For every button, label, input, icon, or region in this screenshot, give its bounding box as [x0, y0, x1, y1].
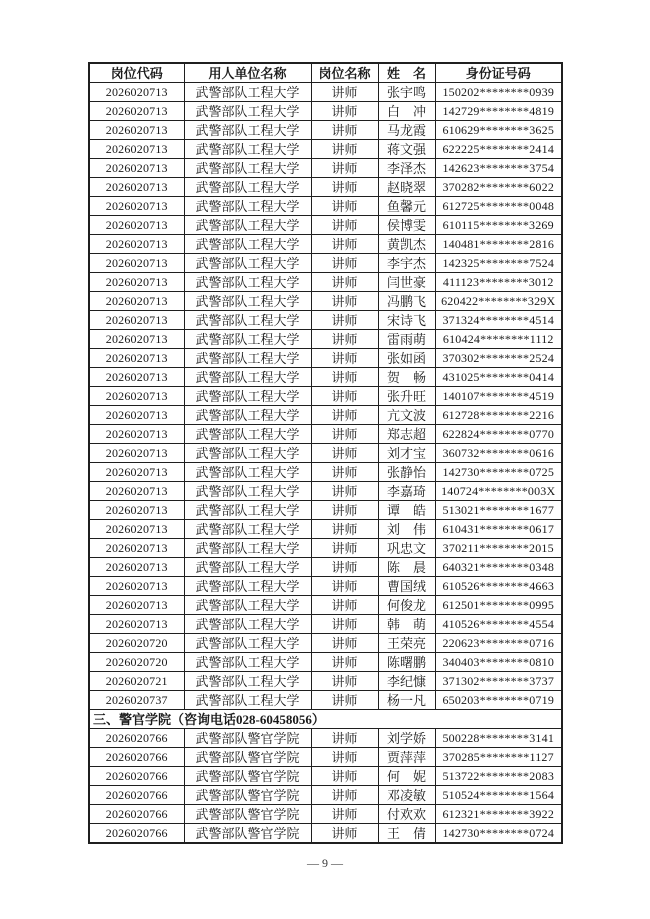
recruitment-records-table: [88, 62, 563, 844]
cell-person-name: 雷雨萌: [378, 330, 435, 349]
page-number: — 9 —: [307, 856, 343, 870]
cell-position-name: 讲师: [311, 121, 378, 140]
cell-position-name: 讲师: [311, 178, 378, 197]
table-row: [89, 596, 562, 615]
cell-id-number: 370285********1127: [435, 748, 562, 767]
cell-unit-name: 武警部队警官学院: [184, 767, 311, 786]
table-row: [89, 102, 562, 121]
cell-position-name: 讲师: [311, 615, 378, 634]
cell-id-number: 142729********4819: [435, 102, 562, 121]
cell-person-name: 鱼馨元: [378, 197, 435, 216]
cell-unit-name: 武警部队警官学院: [184, 824, 311, 844]
cell-unit-name: 武警部队工程大学: [184, 615, 311, 634]
table-row: [89, 653, 562, 672]
cell-position-name: 讲师: [311, 216, 378, 235]
cell-unit-name: 武警部队工程大学: [184, 463, 311, 482]
cell-person-name: 陈曙鹏: [378, 653, 435, 672]
cell-job-code: 2026020766: [89, 786, 184, 805]
cell-job-code: 2026020713: [89, 330, 184, 349]
cell-id-number: 142730********0725: [435, 463, 562, 482]
table-row: [89, 748, 562, 767]
cell-job-code: 2026020713: [89, 349, 184, 368]
table-row: [89, 197, 562, 216]
table-row: [89, 273, 562, 292]
cell-person-name: 李泽杰: [378, 159, 435, 178]
cell-unit-name: 武警部队工程大学: [184, 102, 311, 121]
cell-person-name: 贺 畅: [378, 368, 435, 387]
column-header: 用人单位名称: [184, 63, 311, 83]
cell-id-number: 612725********0048: [435, 197, 562, 216]
cell-position-name: 讲师: [311, 805, 378, 824]
cell-unit-name: 武警部队工程大学: [184, 406, 311, 425]
cell-position-name: 讲师: [311, 349, 378, 368]
cell-position-name: 讲师: [311, 273, 378, 292]
cell-position-name: 讲师: [311, 748, 378, 767]
cell-unit-name: 武警部队工程大学: [184, 235, 311, 254]
cell-id-number: 142623********3754: [435, 159, 562, 178]
cell-unit-name: 武警部队工程大学: [184, 653, 311, 672]
cell-person-name: 何 妮: [378, 767, 435, 786]
cell-unit-name: 武警部队工程大学: [184, 482, 311, 501]
cell-job-code: 2026020713: [89, 311, 184, 330]
cell-id-number: 622824********0770: [435, 425, 562, 444]
cell-job-code: 2026020713: [89, 102, 184, 121]
cell-person-name: 邓凌敏: [378, 786, 435, 805]
table-row: [89, 767, 562, 786]
table-row: [89, 539, 562, 558]
cell-job-code: 2026020713: [89, 140, 184, 159]
cell-id-number: 370211********2015: [435, 539, 562, 558]
cell-person-name: 黄凯杰: [378, 235, 435, 254]
cell-unit-name: 武警部队工程大学: [184, 501, 311, 520]
cell-job-code: 2026020713: [89, 216, 184, 235]
cell-id-number: 622225********2414: [435, 140, 562, 159]
cell-unit-name: 武警部队工程大学: [184, 216, 311, 235]
table-header-row: [89, 63, 562, 83]
cell-unit-name: 武警部队警官学院: [184, 729, 311, 748]
table-row: [89, 615, 562, 634]
cell-position-name: 讲师: [311, 102, 378, 121]
cell-person-name: 张升旺: [378, 387, 435, 406]
cell-position-name: 讲师: [311, 577, 378, 596]
cell-position-name: 讲师: [311, 197, 378, 216]
cell-person-name: 张如函: [378, 349, 435, 368]
cell-position-name: 讲师: [311, 672, 378, 691]
table-row: [89, 254, 562, 273]
cell-job-code: 2026020713: [89, 558, 184, 577]
cell-id-number: 500228********3141: [435, 729, 562, 748]
cell-unit-name: 武警部队工程大学: [184, 178, 311, 197]
cell-unit-name: 武警部队工程大学: [184, 83, 311, 102]
cell-job-code: 2026020713: [89, 482, 184, 501]
cell-person-name: 亢文波: [378, 406, 435, 425]
cell-unit-name: 武警部队警官学院: [184, 786, 311, 805]
cell-position-name: 讲师: [311, 729, 378, 748]
cell-job-code: 2026020713: [89, 387, 184, 406]
cell-position-name: 讲师: [311, 824, 378, 844]
table-body: [89, 83, 562, 844]
cell-id-number: 612728********2216: [435, 406, 562, 425]
cell-id-number: 620422********329X: [435, 292, 562, 311]
cell-person-name: 韩 萌: [378, 615, 435, 634]
column-header: 岗位名称: [311, 63, 378, 83]
table-row: [89, 121, 562, 140]
cell-person-name: 冯鹏飞: [378, 292, 435, 311]
cell-id-number: 650203********0719: [435, 691, 562, 710]
cell-job-code: 2026020713: [89, 254, 184, 273]
cell-job-code: 2026020713: [89, 83, 184, 102]
cell-job-code: 2026020713: [89, 121, 184, 140]
cell-unit-name: 武警部队工程大学: [184, 596, 311, 615]
cell-position-name: 讲师: [311, 501, 378, 520]
cell-position-name: 讲师: [311, 520, 378, 539]
table-row: [89, 824, 562, 844]
cell-unit-name: 武警部队工程大学: [184, 672, 311, 691]
cell-person-name: 闫世豪: [378, 273, 435, 292]
cell-unit-name: 武警部队工程大学: [184, 292, 311, 311]
cell-id-number: 370282********6022: [435, 178, 562, 197]
cell-person-name: 曹国绒: [378, 577, 435, 596]
cell-id-number: 140107********4519: [435, 387, 562, 406]
cell-position-name: 讲师: [311, 558, 378, 577]
cell-id-number: 510524********1564: [435, 786, 562, 805]
cell-person-name: 谭 皓: [378, 501, 435, 520]
cell-job-code: 2026020713: [89, 463, 184, 482]
cell-person-name: 赵晓翠: [378, 178, 435, 197]
cell-job-code: 2026020766: [89, 729, 184, 748]
cell-position-name: 讲师: [311, 311, 378, 330]
table-row: [89, 805, 562, 824]
cell-unit-name: 武警部队工程大学: [184, 520, 311, 539]
cell-unit-name: 武警部队工程大学: [184, 197, 311, 216]
cell-id-number: 140481********2816: [435, 235, 562, 254]
cell-person-name: 刘才宝: [378, 444, 435, 463]
cell-position-name: 讲师: [311, 653, 378, 672]
cell-job-code: 2026020713: [89, 368, 184, 387]
cell-unit-name: 武警部队工程大学: [184, 330, 311, 349]
table-row: [89, 444, 562, 463]
cell-job-code: 2026020737: [89, 691, 184, 710]
cell-position-name: 讲师: [311, 596, 378, 615]
cell-position-name: 讲师: [311, 634, 378, 653]
cell-unit-name: 武警部队警官学院: [184, 748, 311, 767]
cell-position-name: 讲师: [311, 140, 378, 159]
cell-unit-name: 武警部队工程大学: [184, 539, 311, 558]
cell-position-name: 讲师: [311, 235, 378, 254]
cell-person-name: 巩忠文: [378, 539, 435, 558]
cell-unit-name: 武警部队工程大学: [184, 159, 311, 178]
cell-id-number: 220623********0716: [435, 634, 562, 653]
cell-id-number: 340403********0810: [435, 653, 562, 672]
table-row: [89, 577, 562, 596]
cell-person-name: 蒋文强: [378, 140, 435, 159]
cell-position-name: 讲师: [311, 786, 378, 805]
cell-job-code: 2026020713: [89, 178, 184, 197]
cell-job-code: 2026020713: [89, 596, 184, 615]
cell-person-name: 马龙霞: [378, 121, 435, 140]
cell-unit-name: 武警部队工程大学: [184, 691, 311, 710]
cell-id-number: 612321********3922: [435, 805, 562, 824]
cell-person-name: 李纪慷: [378, 672, 435, 691]
cell-id-number: 431025********0414: [435, 368, 562, 387]
cell-id-number: 360732********0616: [435, 444, 562, 463]
cell-id-number: 150202********0939: [435, 83, 562, 102]
cell-person-name: 张宇鸣: [378, 83, 435, 102]
cell-job-code: 2026020713: [89, 197, 184, 216]
cell-person-name: 李宇杰: [378, 254, 435, 273]
table-row: [89, 368, 562, 387]
cell-id-number: 142325********7524: [435, 254, 562, 273]
table-row: [89, 140, 562, 159]
table-row: [89, 634, 562, 653]
cell-job-code: 2026020713: [89, 577, 184, 596]
cell-id-number: 513722********2083: [435, 767, 562, 786]
cell-job-code: 2026020713: [89, 406, 184, 425]
cell-unit-name: 武警部队工程大学: [184, 577, 311, 596]
cell-job-code: 2026020713: [89, 501, 184, 520]
cell-job-code: 2026020720: [89, 653, 184, 672]
cell-person-name: 李嘉琦: [378, 482, 435, 501]
cell-job-code: 2026020721: [89, 672, 184, 691]
cell-person-name: 王 倩: [378, 824, 435, 844]
section-header-row: [89, 710, 562, 729]
table-row: [89, 83, 562, 102]
cell-unit-name: 武警部队工程大学: [184, 140, 311, 159]
cell-job-code: 2026020713: [89, 539, 184, 558]
cell-id-number: 411123********3012: [435, 273, 562, 292]
table-row: [89, 425, 562, 444]
cell-position-name: 讲师: [311, 330, 378, 349]
table-row: [89, 672, 562, 691]
table-row: [89, 159, 562, 178]
cell-position-name: 讲师: [311, 691, 378, 710]
column-header: 姓 名: [378, 63, 435, 83]
cell-person-name: 何俊龙: [378, 596, 435, 615]
cell-unit-name: 武警部队工程大学: [184, 387, 311, 406]
table-row: [89, 349, 562, 368]
cell-unit-name: 武警部队工程大学: [184, 368, 311, 387]
cell-person-name: 白 冲: [378, 102, 435, 121]
cell-id-number: 140724********003X: [435, 482, 562, 501]
cell-person-name: 贾萍萍: [378, 748, 435, 767]
table-row: [89, 463, 562, 482]
cell-id-number: 410526********4554: [435, 615, 562, 634]
cell-position-name: 讲师: [311, 387, 378, 406]
cell-id-number: 371324********4514: [435, 311, 562, 330]
cell-person-name: 张静怡: [378, 463, 435, 482]
table-row: [89, 311, 562, 330]
cell-person-name: 刘 伟: [378, 520, 435, 539]
table-row: [89, 406, 562, 425]
cell-id-number: 610424********1112: [435, 330, 562, 349]
cell-unit-name: 武警部队工程大学: [184, 425, 311, 444]
cell-job-code: 2026020713: [89, 292, 184, 311]
column-header: 岗位代码: [89, 63, 184, 83]
cell-job-code: 2026020713: [89, 273, 184, 292]
cell-job-code: 2026020766: [89, 805, 184, 824]
cell-position-name: 讲师: [311, 159, 378, 178]
cell-id-number: 612501********0995: [435, 596, 562, 615]
cell-position-name: 讲师: [311, 767, 378, 786]
table-row: [89, 292, 562, 311]
column-header: 身份证号码: [435, 63, 562, 83]
cell-position-name: 讲师: [311, 463, 378, 482]
cell-id-number: 513021********1677: [435, 501, 562, 520]
cell-id-number: 610431********0617: [435, 520, 562, 539]
table-row: [89, 786, 562, 805]
cell-person-name: 杨一凡: [378, 691, 435, 710]
cell-unit-name: 武警部队警官学院: [184, 805, 311, 824]
cell-person-name: 陈 晨: [378, 558, 435, 577]
cell-job-code: 2026020766: [89, 767, 184, 786]
table-row: [89, 178, 562, 197]
cell-job-code: 2026020713: [89, 615, 184, 634]
cell-id-number: 610629********3625: [435, 121, 562, 140]
cell-id-number: 370302********2524: [435, 349, 562, 368]
table-row: [89, 216, 562, 235]
cell-job-code: 2026020713: [89, 520, 184, 539]
cell-person-name: 王荣亮: [378, 634, 435, 653]
cell-position-name: 讲师: [311, 406, 378, 425]
cell-unit-name: 武警部队工程大学: [184, 558, 311, 577]
cell-unit-name: 武警部队工程大学: [184, 254, 311, 273]
section-title: 三、警官学院（咨询电话028-60458056）: [89, 710, 562, 729]
table-row: [89, 482, 562, 501]
cell-person-name: 宋诗飞: [378, 311, 435, 330]
table-row: [89, 691, 562, 710]
cell-person-name: 郑志超: [378, 425, 435, 444]
table-row: [89, 520, 562, 539]
table-row: [89, 501, 562, 520]
table-row: [89, 558, 562, 577]
table-row: [89, 330, 562, 349]
cell-position-name: 讲师: [311, 539, 378, 558]
cell-position-name: 讲师: [311, 425, 378, 444]
cell-job-code: 2026020713: [89, 444, 184, 463]
cell-unit-name: 武警部队工程大学: [184, 444, 311, 463]
cell-person-name: 付欢欢: [378, 805, 435, 824]
cell-job-code: 2026020713: [89, 159, 184, 178]
cell-unit-name: 武警部队工程大学: [184, 273, 311, 292]
cell-job-code: 2026020766: [89, 824, 184, 844]
cell-unit-name: 武警部队工程大学: [184, 121, 311, 140]
cell-id-number: 610115********3269: [435, 216, 562, 235]
cell-unit-name: 武警部队工程大学: [184, 634, 311, 653]
cell-job-code: 2026020720: [89, 634, 184, 653]
cell-unit-name: 武警部队工程大学: [184, 311, 311, 330]
table-row: [89, 235, 562, 254]
cell-job-code: 2026020766: [89, 748, 184, 767]
table-row: [89, 387, 562, 406]
cell-position-name: 讲师: [311, 444, 378, 463]
cell-unit-name: 武警部队工程大学: [184, 349, 311, 368]
cell-person-name: 刘学娇: [378, 729, 435, 748]
cell-job-code: 2026020713: [89, 235, 184, 254]
cell-position-name: 讲师: [311, 482, 378, 501]
cell-position-name: 讲师: [311, 254, 378, 273]
cell-person-name: 侯博雯: [378, 216, 435, 235]
cell-position-name: 讲师: [311, 368, 378, 387]
cell-position-name: 讲师: [311, 292, 378, 311]
cell-position-name: 讲师: [311, 83, 378, 102]
cell-job-code: 2026020713: [89, 425, 184, 444]
cell-id-number: 142730********0724: [435, 824, 562, 844]
cell-id-number: 371302********3737: [435, 672, 562, 691]
table-row: [89, 729, 562, 748]
cell-id-number: 640321********0348: [435, 558, 562, 577]
cell-id-number: 610526********4663: [435, 577, 562, 596]
